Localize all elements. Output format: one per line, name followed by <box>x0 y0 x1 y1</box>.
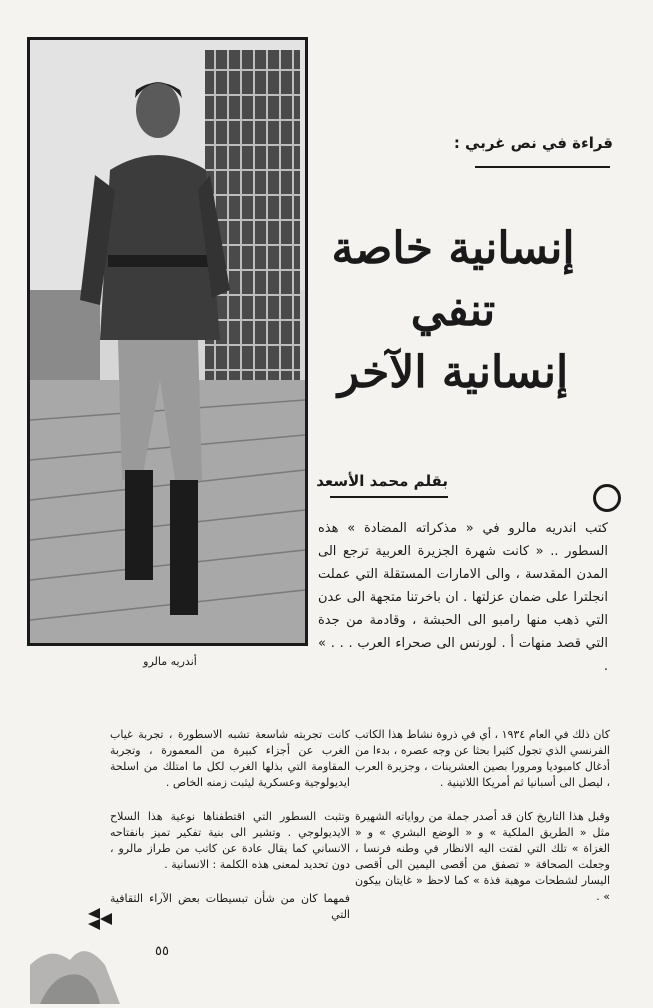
body-paragraph: كان ذلك في العام ١٩٣٤ ، أي في ذروة نشاط هذا الكاتب الفرنسي الذي تجول كثيرا بحثا عن وجه عصره ، بدءا من أدغال كامبوديا ومرورا بصين العشرينات ، وجزيرة العرب ، ليصل الى أسبانيا ثم أمريكا اللاتينية . <box>355 728 610 789</box>
plant-illustration <box>30 935 140 1008</box>
body-paragraph: فمهما كان من شأن تبسيطات بعض الآراء الثقافية التي <box>110 892 350 921</box>
page-number: ٥٥ <box>155 944 169 959</box>
body-paragraph: كانت تجربته شاسعة تشبه الاسطورة ، تجربة غياب الغرب عن أجزاء كبيرة من المعمورة ، وتجربة المقاومة التي بذلها الغرب لكل ما امتلك من اسلحة ايديولوجية وعسكرية ليثبت زمنه الخاص . <box>110 728 350 789</box>
byline-divider <box>330 496 448 498</box>
body-column-left <box>110 727 350 941</box>
drop-cap-ornament <box>593 484 621 512</box>
title-line: إنسانية الآخر <box>337 347 569 398</box>
body-paragraph: وتثبت السطور التي اقتطفناها نوعية هذا السلاح الايديولوجي . وتشير الى بنية تفكير تميز بانفتاحه الانساني كما يقال عادة عن كاتب من طراز مالرو ، دون تحديد لمعنى هذه الكلمة : الانسانية . <box>110 810 350 871</box>
section-label: قراءة في نص غربي : <box>453 134 613 152</box>
intro-paragraph: كتب اندريه مالرو في « مذكراته المضادة » هذه السطور .. « كانت شهرة الجزيرة العربية ترجع الى المدن المقدسة ، والى الامارات المستقلة التي عملت انجلترا على ضمان عزلتها . ان باخرتنا متجهة الى عدن التي ذهب منها رامبو الى الحبشة ، وقادمة من جدة التي قصد منهات أ . لورنس الى صحراء العرب . . . » . <box>318 521 608 674</box>
continue-arrows-icon <box>88 908 116 930</box>
title-line: تنفي <box>410 285 496 336</box>
article-title <box>303 218 603 404</box>
body-column-right <box>355 727 610 923</box>
body-paragraph: وقبل هذا التاريخ كان قد أصدر جملة من رواياته الشهيرة مثل « الطريق الملكية » و « الوضع البشري » و « الغزاة » تلك التي لفتت اليه الانظار في وطنه فرنسا ، وجعلت الصحافة « تصفق من أقصى اليمين الى أقصى اليسار لشطحات موهبة فذة » كما لاحظ « غايتان بيكون » . <box>355 810 610 903</box>
section-divider <box>475 166 610 168</box>
byline: بقلم محمد الأسعد <box>316 472 448 490</box>
photo-caption: أندريه مالرو <box>143 655 197 668</box>
title-line: إنسانية خاصة <box>331 223 575 274</box>
author-photo <box>27 37 308 646</box>
